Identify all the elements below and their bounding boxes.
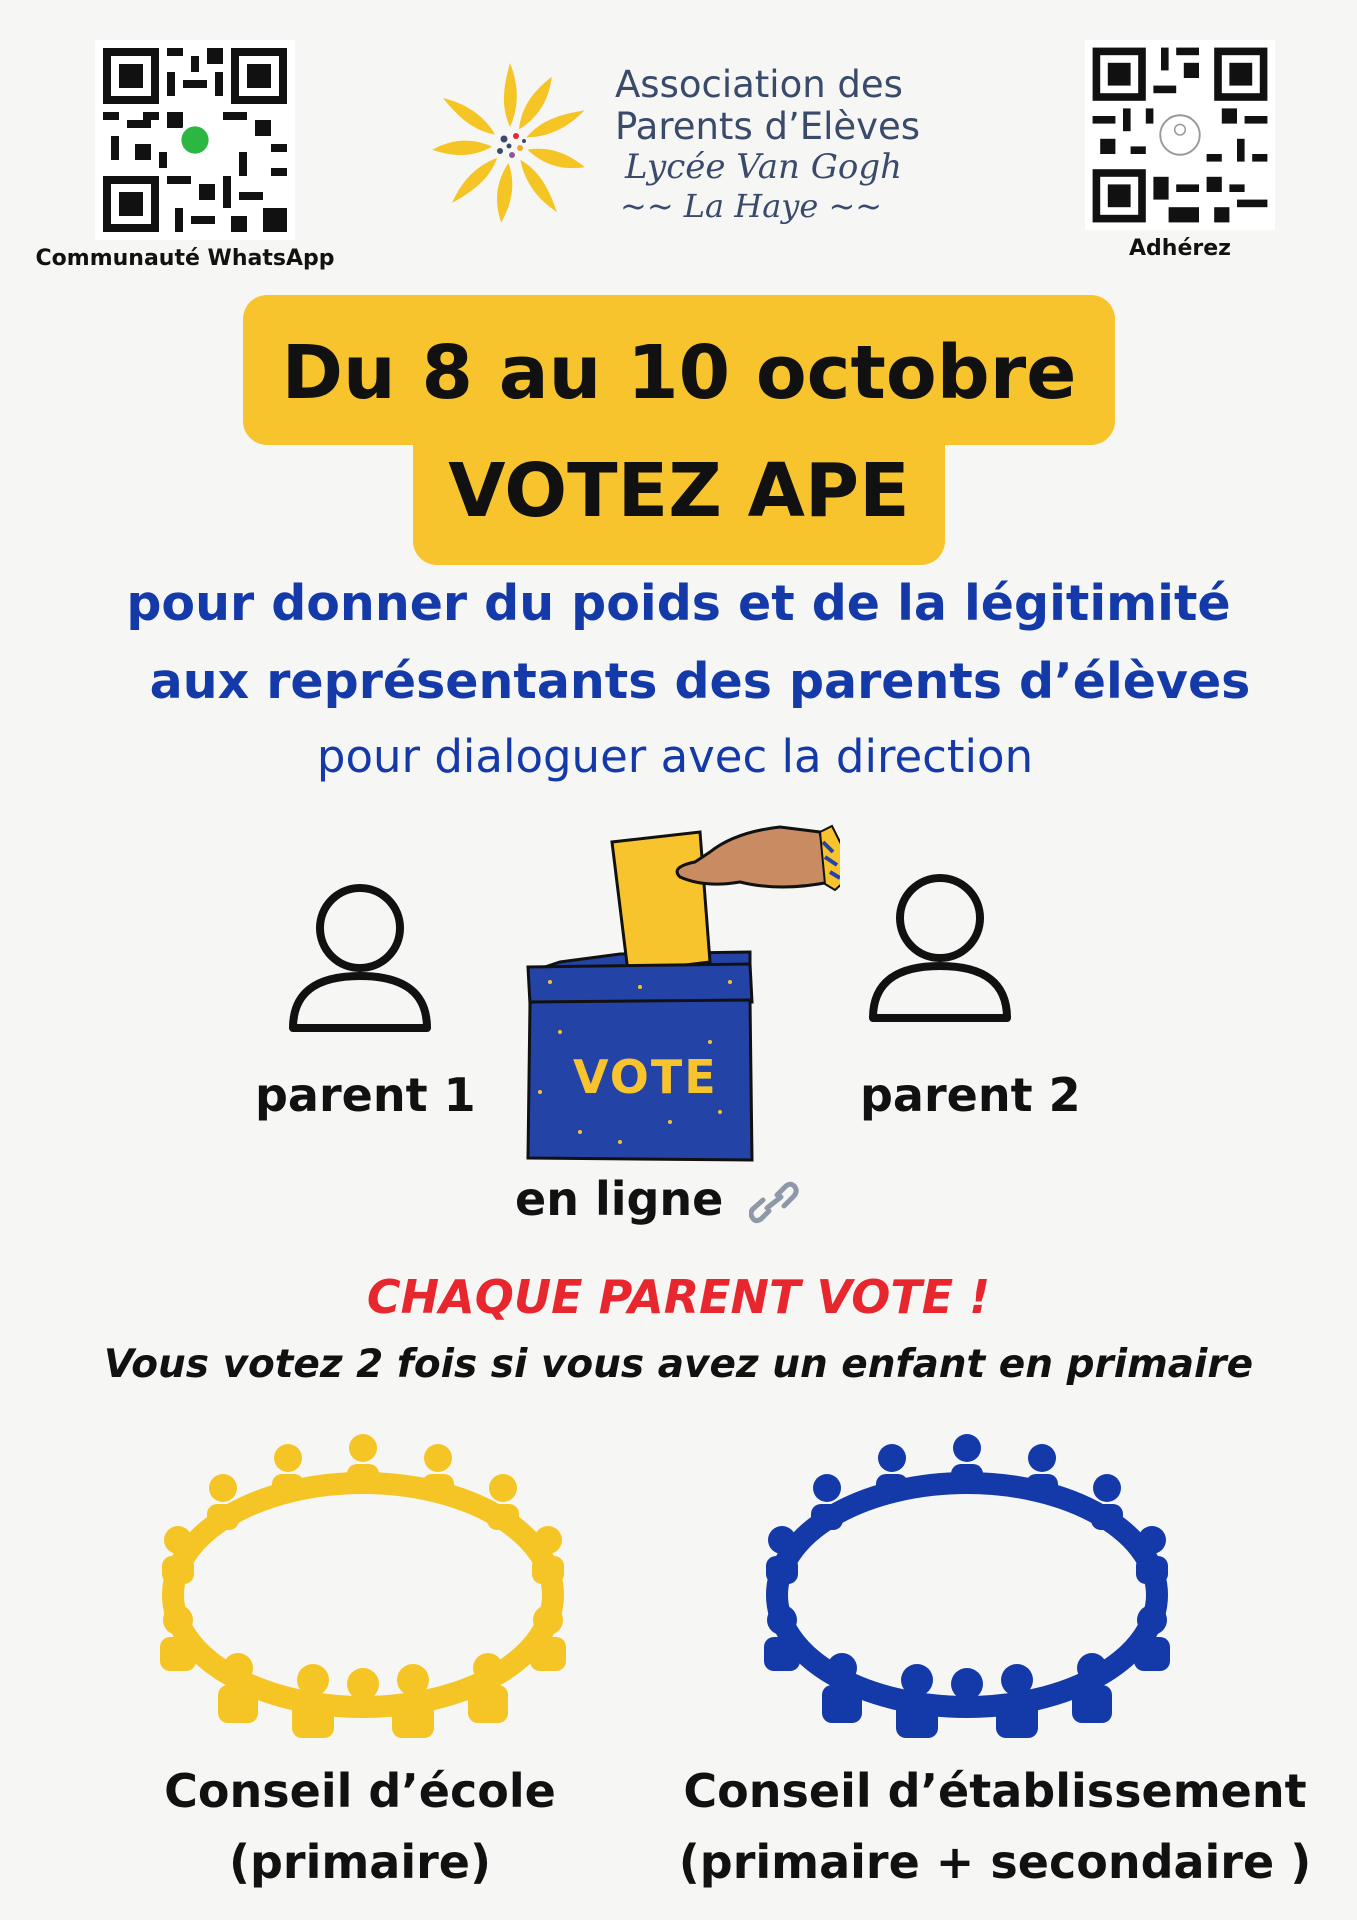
every-parent-votes: CHAQUE PARENT VOTE ! bbox=[366, 1270, 991, 1324]
ape-logo bbox=[415, 55, 935, 235]
parent-1-label: parent 1 bbox=[255, 1068, 476, 1122]
vote-twice-note: Vous votez 2 fois si vous avez un enfant en primaire bbox=[103, 1342, 1254, 1387]
school-council-icon bbox=[148, 1430, 578, 1740]
ballot-box-label: VOTE bbox=[573, 1050, 718, 1104]
logo-line-la-haye bbox=[620, 187, 882, 225]
membership-qr-block bbox=[1085, 40, 1285, 261]
link-icon bbox=[749, 1181, 799, 1225]
logo-line-association: Association des bbox=[615, 63, 903, 106]
purpose-line-2: aux représentants des parents d’élèves bbox=[149, 653, 1251, 710]
vote-ape-headline: VOTEZ APE bbox=[448, 448, 910, 534]
vote-online-label: en ligne bbox=[515, 1172, 724, 1226]
parent-2-label: parent 2 bbox=[860, 1068, 1081, 1122]
membership-qr-label: Adhérez bbox=[1129, 236, 1231, 261]
parent-2-icon bbox=[865, 868, 1015, 1028]
whatsapp-qr-label: Communauté WhatsApp bbox=[35, 246, 335, 271]
parent-1-icon bbox=[285, 878, 435, 1038]
school-council-subtitle: (primaire) bbox=[228, 1835, 492, 1889]
wave-left-icon: ~~ bbox=[620, 187, 674, 225]
school-council-title: Conseil d’école bbox=[164, 1764, 556, 1818]
logo-line-lycee: Lycée Van Gogh bbox=[625, 147, 902, 187]
purpose-line-1: pour donner du poids et de la légitimité bbox=[126, 575, 1231, 632]
establishment-council-subtitle: (primaire + secondaire ) bbox=[678, 1835, 1312, 1889]
whatsapp-qr-block bbox=[25, 40, 345, 271]
dates-headline: Du 8 au 10 octobre bbox=[281, 330, 1077, 416]
logo-city: La Haye bbox=[683, 187, 819, 225]
purpose-line-3: pour dialoguer avec la direction bbox=[316, 730, 1034, 783]
wave-right-icon: ~~ bbox=[828, 187, 883, 225]
establishment-council-title: Conseil d’établissement bbox=[683, 1764, 1307, 1818]
ballot-box-icon bbox=[520, 822, 840, 1162]
membership-qr-code[interactable] bbox=[1085, 40, 1275, 230]
vote-online-link[interactable] bbox=[515, 1172, 799, 1226]
whatsapp-qr-code[interactable] bbox=[95, 40, 295, 240]
establishment-council-icon bbox=[752, 1430, 1182, 1740]
sun-logo-icon bbox=[415, 55, 605, 235]
logo-line-parents: Parents d’Elèves bbox=[615, 105, 921, 148]
